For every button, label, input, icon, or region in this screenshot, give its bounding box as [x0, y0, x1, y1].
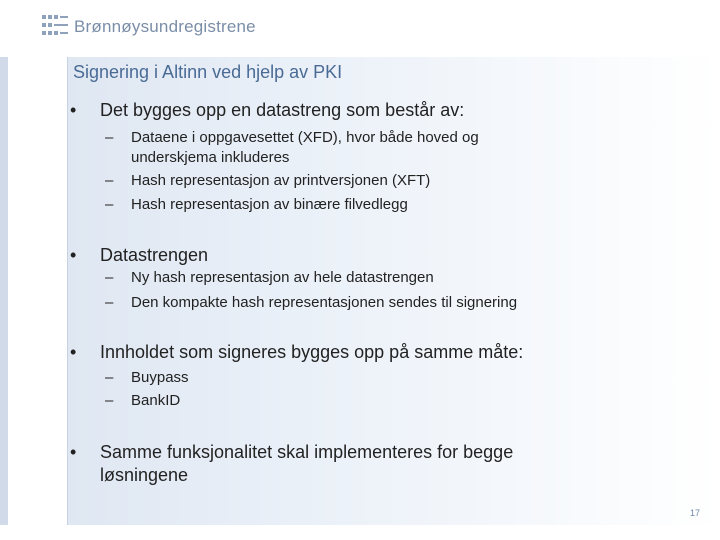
sub-bullet-text: Buypass: [131, 369, 189, 386]
sub-bullet-text: BankID: [131, 392, 181, 409]
bullet-text: Innholdet som signeres bygges opp på samme måte:: [100, 342, 524, 362]
panel-divider: [67, 57, 68, 525]
dash-marker: –: [105, 294, 114, 311]
bullet-marker: •: [70, 245, 77, 265]
page-number: 17: [690, 508, 701, 518]
bullet-text: Det bygges opp en datastreng som består av:: [100, 100, 465, 120]
sub-bullet-text: Dataene i oppgavesettet (XFD), hvor både hoved og: [131, 129, 479, 146]
sub-bullet-text: Hash representasjon av binære filvedlegg: [131, 196, 408, 213]
sub-bullet-text: underskjema inkluderes: [131, 149, 290, 166]
logo-text: Brønnøysundregistrene: [74, 17, 256, 36]
registry-grid-icon: [42, 15, 68, 35]
bullet-marker: •: [70, 100, 77, 120]
sub-bullet-text: Hash representasjon av printversjonen (XFT): [131, 172, 431, 189]
left-accent-bar: [0, 57, 8, 525]
slide-title: Signering i Altinn ved hjelp av PKI: [73, 62, 343, 82]
dash-marker: –: [105, 196, 114, 213]
sub-bullet-text: Den kompakte hash representasjonen sendes til signering: [131, 294, 518, 311]
bullet-text: Samme funksjonalitet skal implementeres for begge: [100, 442, 514, 462]
dash-marker: –: [105, 172, 114, 189]
dash-marker: –: [105, 369, 114, 386]
bullet-marker: •: [70, 342, 77, 362]
dash-marker: –: [105, 269, 114, 286]
bullet-text: Datastrengen: [100, 245, 209, 265]
bullet-text: løsningene: [100, 465, 189, 485]
sub-bullet-text: Ny hash representasjon av hele datastrengen: [131, 269, 434, 286]
dash-marker: –: [105, 392, 114, 409]
bullet-marker: •: [70, 442, 77, 462]
dash-marker: –: [105, 129, 114, 146]
